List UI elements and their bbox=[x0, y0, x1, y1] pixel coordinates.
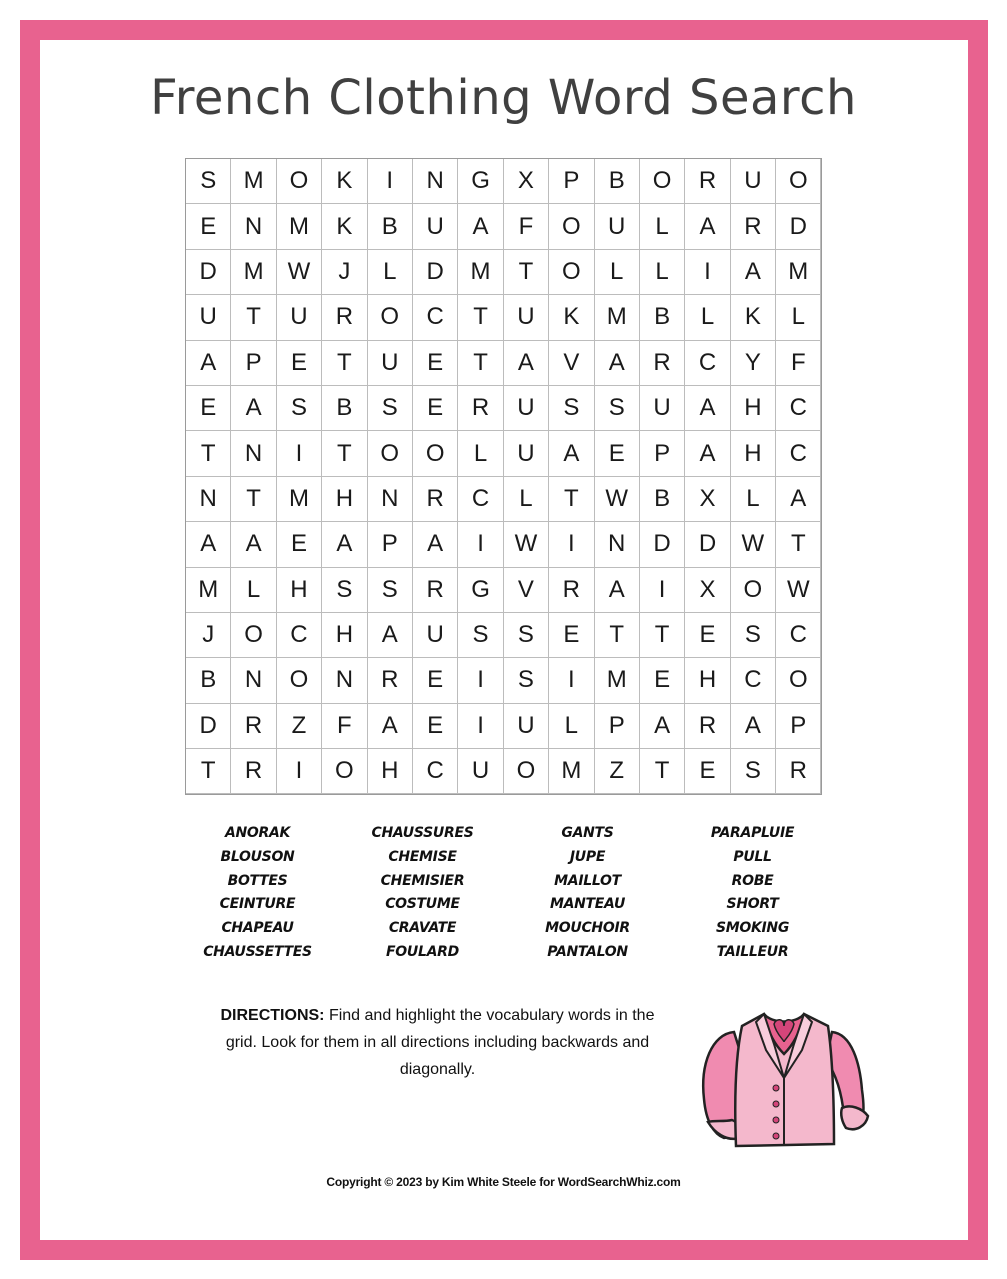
word-column bbox=[340, 822, 505, 965]
grid-cell: D bbox=[640, 522, 685, 567]
grid-cell: M bbox=[231, 159, 276, 204]
grid-cell: U bbox=[595, 204, 640, 249]
grid-cell: X bbox=[504, 159, 549, 204]
grid-cell: L bbox=[368, 250, 413, 295]
grid-cell: E bbox=[413, 704, 458, 749]
word-list-item: ROBE bbox=[731, 872, 774, 889]
grid-cell: F bbox=[776, 341, 821, 386]
word-list-item: PULL bbox=[733, 848, 772, 865]
grid-cell: P bbox=[595, 704, 640, 749]
grid-cell: S bbox=[458, 613, 503, 658]
grid-cell: A bbox=[368, 613, 413, 658]
grid-cell: P bbox=[776, 704, 821, 749]
grid-cell: L bbox=[549, 704, 594, 749]
grid-cell: D bbox=[186, 250, 231, 295]
grid-cell: N bbox=[322, 658, 367, 703]
grid-cell: A bbox=[731, 704, 776, 749]
word-list-item: ANORAK bbox=[224, 825, 291, 841]
grid-cell: T bbox=[595, 613, 640, 658]
word-list-item: BLOUSON bbox=[220, 848, 295, 865]
word-list-item: COSTUME bbox=[385, 896, 460, 913]
grid-cell: B bbox=[640, 295, 685, 340]
grid-cell: G bbox=[458, 159, 503, 204]
grid-cell: W bbox=[277, 250, 322, 295]
grid-cell: L bbox=[458, 431, 503, 476]
word-column bbox=[505, 822, 670, 965]
grid-cell: A bbox=[186, 522, 231, 567]
grid-cell: B bbox=[595, 159, 640, 204]
grid-cell: O bbox=[322, 749, 367, 794]
word-list-item: SHORT bbox=[726, 896, 779, 913]
grid-cell: C bbox=[776, 431, 821, 476]
word-list-item: TAILLEUR bbox=[716, 943, 789, 960]
grid-cell: A bbox=[231, 522, 276, 567]
pink-jacket-icon bbox=[694, 1004, 874, 1154]
grid-cell: C bbox=[458, 477, 503, 522]
grid-cell: H bbox=[685, 658, 730, 703]
grid-cell: I bbox=[640, 568, 685, 613]
word-list-item: BOTTES bbox=[227, 872, 288, 889]
grid-cell: D bbox=[413, 250, 458, 295]
grid-cell: E bbox=[685, 613, 730, 658]
grid-cell: O bbox=[277, 159, 322, 204]
grid-cell: H bbox=[731, 431, 776, 476]
grid-cell: S bbox=[549, 386, 594, 431]
grid-cell: T bbox=[549, 477, 594, 522]
grid-cell: D bbox=[685, 522, 730, 567]
grid-cell: U bbox=[186, 295, 231, 340]
grid-cell: Y bbox=[731, 341, 776, 386]
grid-cell: M bbox=[595, 658, 640, 703]
grid-cell: E bbox=[277, 341, 322, 386]
grid-cell: W bbox=[504, 522, 549, 567]
grid-cell: C bbox=[277, 613, 322, 658]
word-column bbox=[670, 822, 835, 965]
grid-cell: K bbox=[322, 204, 367, 249]
grid-cell: V bbox=[549, 341, 594, 386]
grid-cell: U bbox=[504, 295, 549, 340]
directions-label: DIRECTIONS: bbox=[220, 1007, 325, 1024]
grid-cell: I bbox=[458, 522, 503, 567]
grid-cell: U bbox=[504, 386, 549, 431]
grid-cell: P bbox=[231, 341, 276, 386]
grid-cell: W bbox=[595, 477, 640, 522]
grid-cell: O bbox=[549, 250, 594, 295]
grid-cell: E bbox=[413, 341, 458, 386]
grid-cell: J bbox=[186, 613, 231, 658]
grid-cell: M bbox=[549, 749, 594, 794]
grid-cell: E bbox=[413, 386, 458, 431]
grid-cell: U bbox=[413, 613, 458, 658]
word-list-item: CHEMISIER bbox=[380, 872, 465, 889]
grid-cell: J bbox=[322, 250, 367, 295]
grid-cell: R bbox=[368, 658, 413, 703]
word-column bbox=[175, 822, 340, 965]
grid-cell: L bbox=[640, 204, 685, 249]
grid-cell: A bbox=[685, 204, 730, 249]
grid-cell: I bbox=[549, 522, 594, 567]
grid-cell: R bbox=[776, 749, 821, 794]
grid-cell: C bbox=[413, 295, 458, 340]
grid-cell: A bbox=[595, 568, 640, 613]
word-list-item: CHEMISE bbox=[388, 848, 457, 865]
letter-grid bbox=[185, 158, 822, 795]
grid-cell: R bbox=[685, 159, 730, 204]
grid-cell: C bbox=[413, 749, 458, 794]
grid-cell: N bbox=[413, 159, 458, 204]
page-title: French Clothing Word Search bbox=[150, 70, 857, 126]
grid-cell: T bbox=[640, 613, 685, 658]
grid-cell: X bbox=[685, 568, 730, 613]
grid-cell: R bbox=[231, 704, 276, 749]
directions bbox=[210, 1002, 665, 1083]
grid-cell: C bbox=[685, 341, 730, 386]
grid-cell: A bbox=[458, 204, 503, 249]
word-list-item: PANTALON bbox=[547, 943, 628, 960]
grid-cell: N bbox=[368, 477, 413, 522]
grid-cell: L bbox=[731, 477, 776, 522]
grid-cell: I bbox=[277, 749, 322, 794]
grid-cell: T bbox=[231, 477, 276, 522]
grid-cell: O bbox=[776, 658, 821, 703]
grid-cell: E bbox=[685, 749, 730, 794]
grid-cell: T bbox=[776, 522, 821, 567]
grid-cell: O bbox=[776, 159, 821, 204]
grid-cell: S bbox=[731, 613, 776, 658]
grid-cell: B bbox=[186, 658, 231, 703]
grid-cell: A bbox=[186, 341, 231, 386]
grid-cell: P bbox=[640, 431, 685, 476]
grid-cell: M bbox=[231, 250, 276, 295]
word-list-item: MANTEAU bbox=[549, 896, 626, 913]
grid-cell: T bbox=[640, 749, 685, 794]
grid-cell: S bbox=[368, 386, 413, 431]
grid-cell: E bbox=[595, 431, 640, 476]
grid-cell: T bbox=[231, 295, 276, 340]
grid-cell: A bbox=[685, 386, 730, 431]
grid-cell: I bbox=[368, 159, 413, 204]
grid-cell: Z bbox=[595, 749, 640, 794]
grid-cell: O bbox=[640, 159, 685, 204]
grid-cell: D bbox=[776, 204, 821, 249]
grid-cell: L bbox=[776, 295, 821, 340]
grid-cell: H bbox=[322, 613, 367, 658]
grid-cell: C bbox=[776, 613, 821, 658]
grid-cell: A bbox=[231, 386, 276, 431]
grid-cell: M bbox=[776, 250, 821, 295]
grid-cell: M bbox=[186, 568, 231, 613]
grid-cell: L bbox=[595, 250, 640, 295]
copyright-text: Copyright © 2023 by Kim White Steele for WordSearchWhiz.com bbox=[326, 1175, 681, 1189]
grid-cell: U bbox=[504, 704, 549, 749]
grid-cell: A bbox=[322, 522, 367, 567]
grid-cell: O bbox=[549, 204, 594, 249]
grid-cell: O bbox=[231, 613, 276, 658]
grid-cell: M bbox=[458, 250, 503, 295]
grid-cell: A bbox=[504, 341, 549, 386]
word-list-item: JUPE bbox=[569, 848, 606, 865]
word-list bbox=[175, 822, 835, 965]
grid-cell: A bbox=[368, 704, 413, 749]
grid-cell: I bbox=[277, 431, 322, 476]
grid-cell: A bbox=[776, 477, 821, 522]
grid-cell: W bbox=[776, 568, 821, 613]
grid-cell: R bbox=[458, 386, 503, 431]
grid-cell: S bbox=[277, 386, 322, 431]
grid-cell: T bbox=[458, 341, 503, 386]
grid-cell: U bbox=[458, 749, 503, 794]
grid-cell: Z bbox=[277, 704, 322, 749]
grid-cell: I bbox=[549, 658, 594, 703]
word-list-item: FOULARD bbox=[386, 943, 459, 960]
grid-cell: A bbox=[595, 341, 640, 386]
grid-cell: T bbox=[186, 431, 231, 476]
grid-cell: X bbox=[685, 477, 730, 522]
grid-cell: L bbox=[640, 250, 685, 295]
grid-cell: P bbox=[368, 522, 413, 567]
grid-cell: C bbox=[731, 658, 776, 703]
word-list-item: SMOKING bbox=[715, 920, 790, 937]
grid-cell: N bbox=[595, 522, 640, 567]
grid-cell: M bbox=[277, 204, 322, 249]
grid-cell: M bbox=[595, 295, 640, 340]
grid-cell: B bbox=[368, 204, 413, 249]
word-list-item: GANTS bbox=[561, 825, 614, 841]
grid-cell: S bbox=[322, 568, 367, 613]
grid-cell: I bbox=[458, 658, 503, 703]
grid-cell: K bbox=[549, 295, 594, 340]
grid-cell: E bbox=[277, 522, 322, 567]
grid-cell: T bbox=[322, 431, 367, 476]
grid-cell: O bbox=[368, 431, 413, 476]
grid-cell: E bbox=[640, 658, 685, 703]
grid-cell: R bbox=[413, 568, 458, 613]
word-list-item: CHAUSSURES bbox=[371, 825, 474, 841]
grid-cell: S bbox=[186, 159, 231, 204]
directions-text: Find and highlight the vocabulary words in the grid. Look for them in all directions including backwards and diagonally. bbox=[225, 1007, 655, 1078]
grid-cell: O bbox=[413, 431, 458, 476]
word-list-item: CHAUSSETTES bbox=[203, 943, 312, 960]
grid-cell: E bbox=[186, 204, 231, 249]
grid-cell: N bbox=[231, 658, 276, 703]
grid-cell: H bbox=[731, 386, 776, 431]
grid-cell: E bbox=[186, 386, 231, 431]
grid-cell: A bbox=[640, 704, 685, 749]
grid-cell: K bbox=[731, 295, 776, 340]
grid-cell: I bbox=[458, 704, 503, 749]
grid-cell: R bbox=[413, 477, 458, 522]
grid-cell: S bbox=[731, 749, 776, 794]
grid-cell: M bbox=[277, 477, 322, 522]
grid-cell: U bbox=[368, 341, 413, 386]
grid-cell: I bbox=[685, 250, 730, 295]
grid-cell: N bbox=[231, 431, 276, 476]
grid-cell: S bbox=[368, 568, 413, 613]
grid-cell: L bbox=[231, 568, 276, 613]
grid-cell: A bbox=[413, 522, 458, 567]
grid-cell: R bbox=[549, 568, 594, 613]
grid-cell: T bbox=[504, 250, 549, 295]
word-list-item: CRAVATE bbox=[388, 920, 457, 937]
grid-cell: H bbox=[277, 568, 322, 613]
grid-cell: U bbox=[413, 204, 458, 249]
grid-cell: G bbox=[458, 568, 503, 613]
grid-cell: F bbox=[504, 204, 549, 249]
grid-cell: S bbox=[504, 613, 549, 658]
grid-cell: W bbox=[731, 522, 776, 567]
grid-cell: R bbox=[640, 341, 685, 386]
grid-cell: S bbox=[504, 658, 549, 703]
grid-cell: F bbox=[322, 704, 367, 749]
grid-cell: R bbox=[322, 295, 367, 340]
grid-cell: U bbox=[277, 295, 322, 340]
word-list-item: MOUCHOIR bbox=[545, 920, 630, 937]
word-list-item: MAILLOT bbox=[554, 872, 621, 889]
grid-cell: E bbox=[549, 613, 594, 658]
grid-cell: N bbox=[186, 477, 231, 522]
grid-cell: N bbox=[231, 204, 276, 249]
grid-cell: O bbox=[504, 749, 549, 794]
grid-cell: U bbox=[640, 386, 685, 431]
grid-cell: C bbox=[776, 386, 821, 431]
grid-cell: L bbox=[685, 295, 730, 340]
word-list-item: PARAPLUIE bbox=[710, 825, 795, 841]
grid-cell: L bbox=[504, 477, 549, 522]
grid-cell: S bbox=[595, 386, 640, 431]
grid-cell: K bbox=[322, 159, 367, 204]
grid-cell: H bbox=[368, 749, 413, 794]
grid-cell: U bbox=[731, 159, 776, 204]
grid-cell: O bbox=[731, 568, 776, 613]
grid-cell: R bbox=[231, 749, 276, 794]
grid-cell: O bbox=[368, 295, 413, 340]
grid-cell: D bbox=[186, 704, 231, 749]
grid-cell: P bbox=[549, 159, 594, 204]
grid-cell: T bbox=[186, 749, 231, 794]
grid-cell: T bbox=[458, 295, 503, 340]
word-list-item: CEINTURE bbox=[219, 896, 296, 913]
grid-cell: R bbox=[685, 704, 730, 749]
grid-cell: V bbox=[504, 568, 549, 613]
grid-cell: A bbox=[731, 250, 776, 295]
grid-cell: B bbox=[322, 386, 367, 431]
grid-cell: T bbox=[322, 341, 367, 386]
grid-cell: H bbox=[322, 477, 367, 522]
grid-cell: O bbox=[277, 658, 322, 703]
grid-cell: A bbox=[549, 431, 594, 476]
grid-cell: A bbox=[685, 431, 730, 476]
grid-cell: E bbox=[413, 658, 458, 703]
grid-cell: U bbox=[504, 431, 549, 476]
grid-cell: R bbox=[731, 204, 776, 249]
word-list-item: CHAPEAU bbox=[221, 920, 294, 937]
grid-cell: B bbox=[640, 477, 685, 522]
